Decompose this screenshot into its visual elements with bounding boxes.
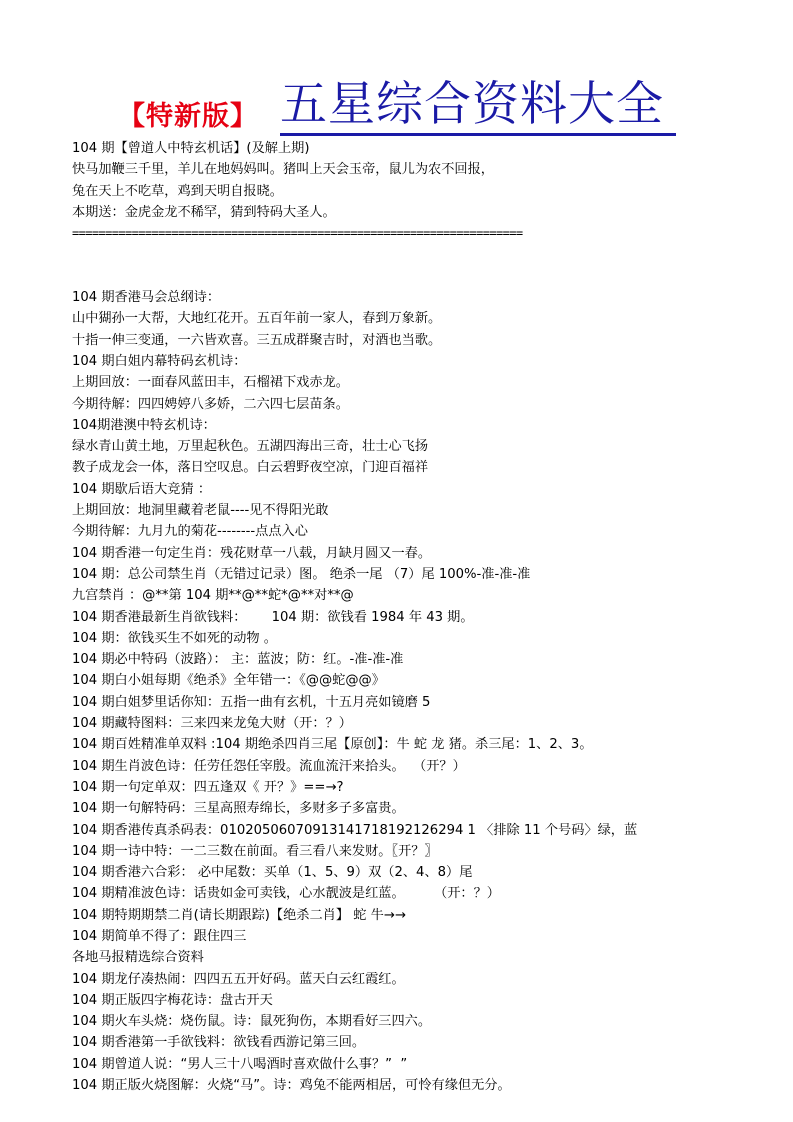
text-line: 104 期一句定单双：四五逢双《 开？》==→?: [72, 779, 344, 795]
title-underline: [280, 133, 676, 136]
text-line: 104 期一诗中特：一二三数在前面。看三看八来发财。〖开？〗: [72, 843, 438, 859]
text-line: 104 期香港一句定生肖：残花财草一八载，月缺月圆又一春。: [72, 545, 432, 561]
text-line: 104 期香港马会总纲诗：: [72, 290, 221, 306]
text-line: 104 期白小姐每期《绝杀》全年错一：《@@蛇@@》: [72, 673, 385, 689]
text-line: 104 期香港第一手欲钱料：欲钱看西游记第三回。: [72, 1035, 366, 1051]
text-line: 上期回放：一面春风蓝田丰，石榴裙下戏赤龙。: [72, 375, 349, 391]
text-line: 104 期香港六合彩： 必中尾数：买单（1、5、9）双（2、4、8）尾: [72, 865, 473, 881]
text-line: 上期回放：地洞里藏着老鼠----见不得阳光敢: [72, 503, 329, 519]
text-line: 104 期藏特图料：三来四来龙兔大财（开：？）: [72, 716, 352, 732]
text-line: 今期待解：九月九的菊花--------点点入心: [72, 524, 308, 540]
text-line: 104 期：欲钱买生不如死的动物 。: [72, 630, 277, 646]
text-line: 快马加鞭三千里，羊儿在地妈妈叫。猪叫上天会玉帝，鼠儿为农不回报，: [72, 162, 494, 178]
text-line: 104 期简单不得了：跟住四三: [72, 928, 247, 944]
text-line: 104 期一句解特码：三星高照寿绵长，多财多子多富贵。: [72, 801, 405, 817]
text-line: 104 期歇后语大竞猜 ：: [72, 481, 212, 497]
blank-line: [72, 244, 782, 265]
text-line: 山中猢孙一大帮，大地红花开。五百年前一家人，春到万象新。: [72, 311, 442, 327]
text-line: 104 期火车头烧：烧伤鼠。诗：鼠死狗伤，本期看好三四六。: [72, 1014, 432, 1030]
text-line: 本期送：金虎金龙不稀罕，猜到特码大圣人。: [72, 204, 336, 220]
text-line: 兔在天上不吃草，鸡到天明自报晓。: [72, 183, 283, 199]
text-line: 104 期生肖波色诗：任劳任怨任宰殷。流血流汗来拾头。 （开？）: [72, 758, 466, 774]
text-line: 104 期：总公司禁生肖（无错过记录）图。 绝杀一尾 （7）尾 100%-准-准-准: [72, 566, 531, 582]
document-body: [72, 138, 782, 1096]
text-line: 104 期白姐梦里话你知：五指一曲有玄机，十五月亮如镜磨 5: [72, 694, 431, 710]
text-line: 教子成龙会一体，落日空叹息。白云碧野夜空凉，门迎百福祥: [72, 460, 429, 476]
text-line: 九宫禁肖 ：@**第 104 期**@**蛇*@**对**@: [72, 588, 354, 604]
text-line: 104 期曾道人说：“男人三十八喝酒时喜欢做什么事？” ”: [72, 1056, 408, 1072]
text-line: 104 期【曾道人中特玄机话】(及解上期): [72, 141, 310, 156]
text-line: 104 期香港传真杀码表：01020506070913141718192126294 1 〈排除 11 个号码〉绿，蓝: [72, 822, 638, 838]
text-line: 104 期白姐内幕特码玄机诗：: [72, 353, 247, 369]
blank-line: [72, 266, 782, 287]
text-line: 104 期百姓精准单双料 :104 期绝杀四肖三尾【原创】：牛 蛇 龙 猪。杀三尾：1、2、3。: [72, 737, 593, 753]
separator-line: ====================================================================: [72, 226, 523, 241]
edition-badge: 【特新版】: [118, 101, 258, 132]
text-line: 104 期正版火烧图解：火烧“马”。诗：鸡兔不能两相居，可怜有缘但无分。: [72, 1078, 511, 1094]
text-line: 104 期龙仔凑热闹：四四五五开好码。蓝天白云红霞红。: [72, 971, 405, 987]
text-line: 今期待解：四四娉婷八多娇，二六四七层苗条。: [72, 396, 349, 412]
text-line: 104 期正版四字梅花诗：盘古开天: [72, 992, 273, 1008]
text-line: 104期港澳中特玄机诗：: [72, 417, 216, 433]
text-line: 各地马报精选综合资料: [72, 950, 204, 966]
text-line: 104 期香港最新生肖欲钱料： 104 期：欲钱看 1984 年 43 期。: [72, 609, 474, 625]
text-line: 104 期精准波色诗：话贵如金可卖钱，心水靓波是红蓝。 （开：？）: [72, 886, 500, 902]
document-header: [0, 78, 793, 138]
text-line: 十指一伸三变通，一六皆欢喜。三五成群聚吉时，对酒也当歌。: [72, 332, 442, 348]
text-line: 104 期必中特码（波路）： 主：蓝波；防：红。-准-准-准: [72, 652, 404, 668]
text-line: 绿水青山黄土地，万里起秋色。五湖四海出三奇，壮士心飞扬: [72, 439, 429, 455]
text-line: 104 期特期期禁二肖(请长期跟踪)【绝杀二肖】 蛇 牛→→: [72, 907, 406, 923]
document-title: 五星综合资料大全: [280, 77, 664, 132]
